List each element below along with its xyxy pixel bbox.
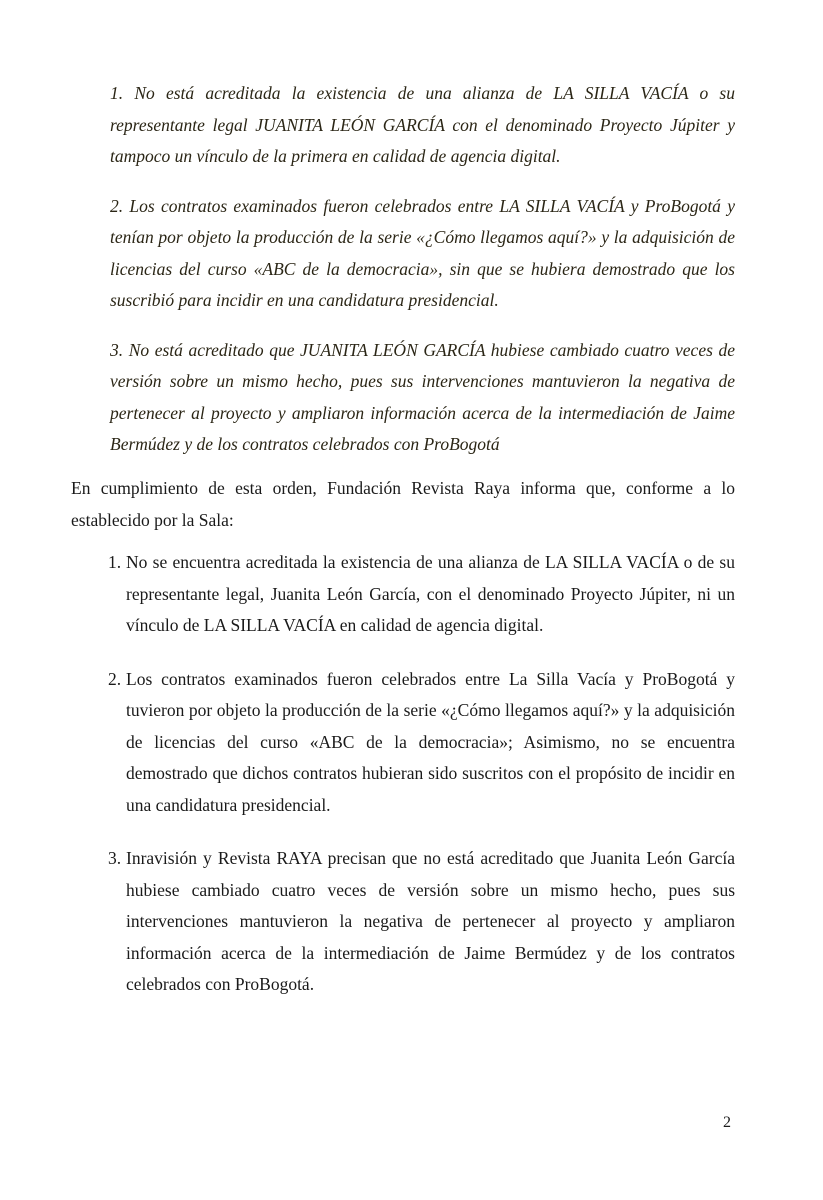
list-item-number: 1.: [108, 552, 122, 572]
list-item-number: 3.: [108, 848, 122, 868]
list-item: [110, 664, 735, 822]
quoted-point-2: 2. Los contratos examinados fueron celebrados entre LA SILLA VACÍA y ProBogotá y tenían por objeto la producción de la serie «¿Cómo llegamos aquí?» y la adquisición de licencias del curso «ABC de la democracia», sin que se hubiera demostrado que los suscribió para incidir en una candidatura presidencial.: [110, 195, 735, 310]
clarification-list: [110, 547, 735, 1023]
quoted-ruling-block: [110, 78, 735, 479]
list-item-text: Los contratos examinados fueron celebrados entre La Silla Vacía y ProBogotá y tuvieron por objeto la producción de la serie «¿Cómo llegamos aquí?» y la adquisición de licencias del curso «ABC de la democracia»; Asimismo, no se encuentra demostrado que dichos contratos hubieran sido suscritos con el propósito de incidir en una candidatura presidencial.: [126, 668, 735, 815]
list-item-number: 2.: [108, 668, 122, 689]
list-item-text: Inravisión y Revista RAYA precisan que no está acreditado que Juanita León García hubiese cambiado cuatro veces de versión sobre un mismo hecho, pues sus intervenciones mantuvieron la negativa de pertenecer al proyecto y ampliaron información acerca de la intermediación de Jaime Bermúdez y de los contratos celebrados con ProBogotá.: [126, 848, 735, 994]
intro-paragraph: En cumplimiento de esta orden, Fundación Revista Raya informa que, conforme a lo establecido por la Sala:: [71, 478, 735, 530]
list-item: [110, 547, 735, 642]
quoted-point-1: 1. No está acreditada la existencia de una alianza de LA SILLA VACÍA o su representante legal JUANITA LEÓN GARCÍA con el denominado Proyecto Júpiter y tampoco un vínculo de la primera en calidad de agencia digital.: [110, 83, 735, 166]
page-number: 2: [723, 1114, 731, 1131]
quoted-point-3: 3. No está acreditado que JUANITA LEÓN GARCÍA hubiese cambiado cuatro veces de versión sobre un mismo hecho, pues sus intervenciones mantuvieron la negativa de pertenecer al proyecto y ampliaron información acerca de la intermediación de Jaime Bermúdez y de los contratos celebrados con ProBogotá: [110, 339, 735, 454]
list-item-text: No se encuentra acreditada la existencia de una alianza de LA SILLA VACÍA o de su representante legal, Juanita León García, con el denominado Proyecto Júpiter, ni un vínculo de LA SILLA VACÍA en calidad de agencia digital.: [126, 552, 735, 635]
list-item: [110, 843, 735, 1001]
